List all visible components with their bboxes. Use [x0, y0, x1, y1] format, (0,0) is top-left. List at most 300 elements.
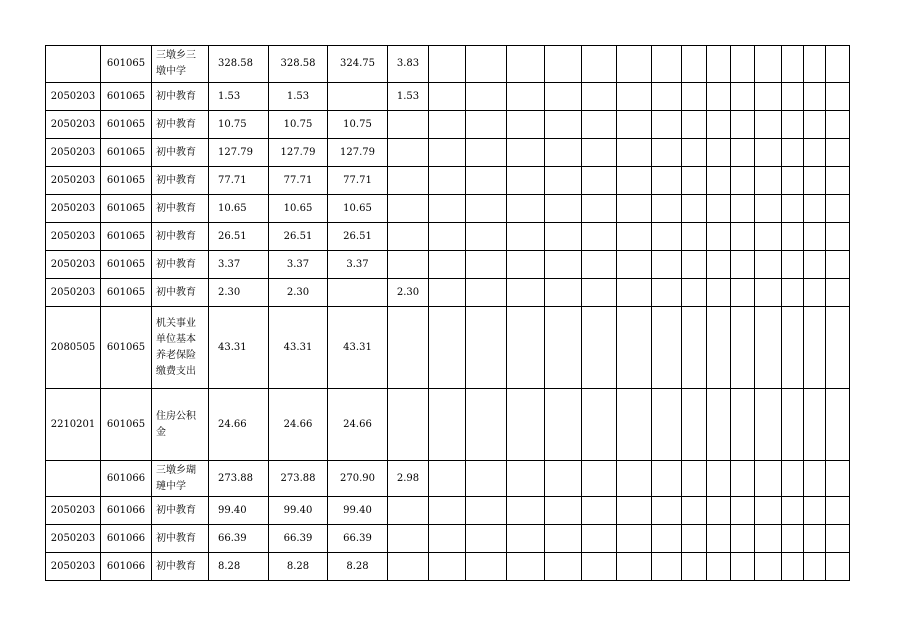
empty-cell	[652, 195, 682, 223]
empty-cell	[755, 111, 782, 139]
empty-cell	[466, 167, 507, 195]
empty-cell	[826, 389, 850, 461]
empty-cell	[507, 461, 545, 497]
empty-cell	[545, 497, 582, 525]
empty-cell	[804, 111, 826, 139]
empty-cell	[507, 46, 545, 83]
empty-cell	[617, 389, 652, 461]
empty-cell	[507, 139, 545, 167]
total-cell: 99.40	[209, 497, 269, 525]
subject-code-cell: 2050203	[46, 553, 101, 581]
empty-cell	[652, 139, 682, 167]
empty-cell	[545, 525, 582, 553]
empty-cell	[507, 195, 545, 223]
empty-cell	[582, 139, 617, 167]
empty-cell	[466, 279, 507, 307]
basic-cell: 127.79	[328, 139, 388, 167]
empty-cell	[617, 553, 652, 581]
unit-code-cell: 601066	[101, 497, 152, 525]
empty-cell	[617, 307, 652, 389]
empty-cell	[782, 251, 804, 279]
empty-cell	[682, 279, 707, 307]
empty-cell	[707, 167, 731, 195]
empty-cell	[826, 461, 850, 497]
empty-cell	[617, 497, 652, 525]
empty-cell	[804, 83, 826, 111]
empty-cell	[545, 46, 582, 83]
empty-cell	[652, 461, 682, 497]
empty-cell	[617, 251, 652, 279]
empty-cell	[545, 139, 582, 167]
empty-cell	[707, 307, 731, 389]
item-name-cell: 三墩乡瑚璉中学	[152, 461, 209, 497]
table-row	[46, 251, 850, 279]
project-cell	[388, 497, 429, 525]
basic-cell: 24.66	[328, 389, 388, 461]
empty-cell	[682, 307, 707, 389]
item-name-cell: 初中教育	[152, 139, 209, 167]
empty-cell	[617, 83, 652, 111]
item-name-cell: 初中教育	[152, 83, 209, 111]
item-name-cell: 机关事业单位基本养老保险缴费支出	[152, 307, 209, 389]
empty-cell	[707, 111, 731, 139]
empty-cell	[507, 251, 545, 279]
unit-code-cell: 601065	[101, 139, 152, 167]
subject-code-cell: 2050203	[46, 223, 101, 251]
basic-cell	[328, 279, 388, 307]
empty-cell	[682, 139, 707, 167]
subject-code-cell: 2050203	[46, 83, 101, 111]
empty-cell	[507, 553, 545, 581]
empty-cell	[652, 389, 682, 461]
empty-cell	[804, 195, 826, 223]
table-row	[46, 461, 850, 497]
subtotal-cell: 43.31	[269, 307, 328, 389]
empty-cell	[652, 111, 682, 139]
empty-cell	[429, 223, 466, 251]
empty-cell	[429, 279, 466, 307]
empty-cell	[429, 461, 466, 497]
empty-cell	[826, 307, 850, 389]
subtotal-cell: 127.79	[269, 139, 328, 167]
empty-cell	[707, 83, 731, 111]
unit-code-cell: 601065	[101, 167, 152, 195]
empty-cell	[429, 497, 466, 525]
empty-cell	[826, 83, 850, 111]
empty-cell	[804, 223, 826, 251]
empty-cell	[731, 497, 755, 525]
empty-cell	[652, 223, 682, 251]
basic-cell: 77.71	[328, 167, 388, 195]
project-cell	[388, 525, 429, 553]
empty-cell	[507, 525, 545, 553]
empty-cell	[466, 251, 507, 279]
empty-cell	[731, 279, 755, 307]
subject-code-cell: 2210201	[46, 389, 101, 461]
item-name-cell: 初中教育	[152, 195, 209, 223]
empty-cell	[804, 461, 826, 497]
empty-cell	[707, 553, 731, 581]
unit-code-cell: 601066	[101, 461, 152, 497]
total-cell: 273.88	[209, 461, 269, 497]
empty-cell	[826, 195, 850, 223]
unit-code-cell: 601065	[101, 83, 152, 111]
total-cell: 10.65	[209, 195, 269, 223]
subtotal-cell: 99.40	[269, 497, 328, 525]
unit-code-cell: 601066	[101, 553, 152, 581]
project-cell	[388, 307, 429, 389]
empty-cell	[545, 195, 582, 223]
subtotal-cell: 10.75	[269, 111, 328, 139]
empty-cell	[545, 307, 582, 389]
empty-cell	[582, 461, 617, 497]
empty-cell	[707, 525, 731, 553]
unit-code-cell: 601065	[101, 279, 152, 307]
empty-cell	[782, 307, 804, 389]
empty-cell	[826, 223, 850, 251]
item-name-cell: 初中教育	[152, 279, 209, 307]
empty-cell	[507, 389, 545, 461]
empty-cell	[466, 461, 507, 497]
subject-code-cell	[46, 46, 101, 83]
total-cell: 77.71	[209, 167, 269, 195]
empty-cell	[582, 195, 617, 223]
subtotal-cell: 3.37	[269, 251, 328, 279]
empty-cell	[826, 251, 850, 279]
empty-cell	[731, 251, 755, 279]
empty-cell	[617, 195, 652, 223]
item-name-cell: 初中教育	[152, 497, 209, 525]
empty-cell	[507, 111, 545, 139]
empty-cell	[545, 83, 582, 111]
empty-cell	[507, 279, 545, 307]
basic-cell: 10.75	[328, 111, 388, 139]
empty-cell	[466, 553, 507, 581]
empty-cell	[582, 525, 617, 553]
empty-cell	[652, 83, 682, 111]
empty-cell	[731, 83, 755, 111]
empty-cell	[682, 46, 707, 83]
empty-cell	[617, 46, 652, 83]
empty-cell	[682, 167, 707, 195]
total-cell: 43.31	[209, 307, 269, 389]
item-name-cell: 初中教育	[152, 251, 209, 279]
empty-cell	[466, 497, 507, 525]
unit-code-cell: 601065	[101, 223, 152, 251]
empty-cell	[652, 497, 682, 525]
budget-table	[45, 45, 850, 581]
empty-cell	[466, 111, 507, 139]
project-cell: 2.98	[388, 461, 429, 497]
empty-cell	[755, 83, 782, 111]
empty-cell	[782, 389, 804, 461]
empty-cell	[466, 139, 507, 167]
empty-cell	[429, 525, 466, 553]
total-cell: 328.58	[209, 46, 269, 83]
basic-cell: 43.31	[328, 307, 388, 389]
project-cell	[388, 139, 429, 167]
empty-cell	[682, 83, 707, 111]
empty-cell	[731, 111, 755, 139]
empty-cell	[466, 195, 507, 223]
empty-cell	[652, 279, 682, 307]
empty-cell	[682, 111, 707, 139]
total-cell: 2.30	[209, 279, 269, 307]
empty-cell	[507, 223, 545, 251]
empty-cell	[826, 279, 850, 307]
subject-code-cell: 2050203	[46, 525, 101, 553]
empty-cell	[782, 167, 804, 195]
empty-cell	[617, 461, 652, 497]
empty-cell	[804, 497, 826, 525]
basic-cell: 99.40	[328, 497, 388, 525]
empty-cell	[707, 279, 731, 307]
item-name-cell: 初中教育	[152, 111, 209, 139]
empty-cell	[731, 46, 755, 83]
empty-cell	[755, 279, 782, 307]
subtotal-cell: 10.65	[269, 195, 328, 223]
empty-cell	[617, 167, 652, 195]
empty-cell	[545, 223, 582, 251]
empty-cell	[617, 111, 652, 139]
item-name-cell: 初中教育	[152, 223, 209, 251]
table-row	[46, 83, 850, 111]
empty-cell	[782, 195, 804, 223]
subject-code-cell: 2050203	[46, 111, 101, 139]
total-cell: 127.79	[209, 139, 269, 167]
project-cell: 2.30	[388, 279, 429, 307]
basic-cell: 8.28	[328, 553, 388, 581]
empty-cell	[545, 279, 582, 307]
empty-cell	[582, 497, 617, 525]
empty-cell	[545, 111, 582, 139]
empty-cell	[804, 307, 826, 389]
empty-cell	[652, 167, 682, 195]
empty-cell	[826, 553, 850, 581]
subject-code-cell	[46, 461, 101, 497]
empty-cell	[429, 167, 466, 195]
subject-code-cell: 2050203	[46, 167, 101, 195]
empty-cell	[429, 111, 466, 139]
subtotal-cell: 77.71	[269, 167, 328, 195]
empty-cell	[582, 83, 617, 111]
empty-cell	[707, 223, 731, 251]
empty-cell	[707, 389, 731, 461]
empty-cell	[545, 167, 582, 195]
unit-code-cell: 601065	[101, 389, 152, 461]
project-cell	[388, 111, 429, 139]
empty-cell	[429, 251, 466, 279]
subject-code-cell: 2050203	[46, 195, 101, 223]
table-row	[46, 195, 850, 223]
basic-cell: 270.90	[328, 461, 388, 497]
empty-cell	[507, 167, 545, 195]
empty-cell	[466, 389, 507, 461]
basic-cell: 66.39	[328, 525, 388, 553]
total-cell: 8.28	[209, 553, 269, 581]
empty-cell	[545, 389, 582, 461]
empty-cell	[826, 497, 850, 525]
empty-cell	[682, 389, 707, 461]
empty-cell	[782, 46, 804, 83]
project-cell: 3.83	[388, 46, 429, 83]
empty-cell	[731, 389, 755, 461]
empty-cell	[466, 525, 507, 553]
empty-cell	[804, 251, 826, 279]
empty-cell	[682, 553, 707, 581]
subtotal-cell: 8.28	[269, 553, 328, 581]
project-cell: 1.53	[388, 83, 429, 111]
unit-code-cell: 601065	[101, 307, 152, 389]
unit-code-cell: 601066	[101, 525, 152, 553]
empty-cell	[731, 525, 755, 553]
total-cell: 26.51	[209, 223, 269, 251]
unit-code-cell: 601065	[101, 46, 152, 83]
empty-cell	[782, 139, 804, 167]
empty-cell	[731, 307, 755, 389]
empty-cell	[731, 195, 755, 223]
empty-cell	[755, 223, 782, 251]
subtotal-cell: 2.30	[269, 279, 328, 307]
empty-cell	[731, 167, 755, 195]
empty-cell	[507, 83, 545, 111]
empty-cell	[682, 223, 707, 251]
empty-cell	[545, 553, 582, 581]
empty-cell	[707, 195, 731, 223]
empty-cell	[507, 497, 545, 525]
empty-cell	[755, 139, 782, 167]
empty-cell	[545, 461, 582, 497]
empty-cell	[755, 525, 782, 553]
empty-cell	[755, 497, 782, 525]
empty-cell	[466, 307, 507, 389]
item-name-cell: 三墩乡三墩中学	[152, 46, 209, 83]
empty-cell	[826, 525, 850, 553]
empty-cell	[582, 553, 617, 581]
empty-cell	[466, 83, 507, 111]
empty-cell	[429, 46, 466, 83]
project-cell	[388, 251, 429, 279]
empty-cell	[782, 461, 804, 497]
empty-cell	[582, 167, 617, 195]
empty-cell	[804, 46, 826, 83]
subtotal-cell: 273.88	[269, 461, 328, 497]
empty-cell	[582, 251, 617, 279]
subject-code-cell: 2080505	[46, 307, 101, 389]
empty-cell	[755, 167, 782, 195]
basic-cell: 3.37	[328, 251, 388, 279]
empty-cell	[429, 195, 466, 223]
empty-cell	[429, 83, 466, 111]
item-name-cell: 初中教育	[152, 167, 209, 195]
table-body	[46, 46, 850, 581]
empty-cell	[826, 139, 850, 167]
empty-cell	[582, 307, 617, 389]
empty-cell	[826, 111, 850, 139]
empty-cell	[617, 525, 652, 553]
project-cell	[388, 167, 429, 195]
project-cell	[388, 195, 429, 223]
empty-cell	[652, 525, 682, 553]
empty-cell	[782, 223, 804, 251]
empty-cell	[707, 46, 731, 83]
empty-cell	[617, 139, 652, 167]
empty-cell	[804, 279, 826, 307]
total-cell: 1.53	[209, 83, 269, 111]
empty-cell	[782, 111, 804, 139]
empty-cell	[429, 553, 466, 581]
empty-cell	[782, 83, 804, 111]
total-cell: 24.66	[209, 389, 269, 461]
table-row	[46, 497, 850, 525]
subtotal-cell: 328.58	[269, 46, 328, 83]
empty-cell	[429, 139, 466, 167]
empty-cell	[731, 139, 755, 167]
empty-cell	[804, 525, 826, 553]
table-row	[46, 46, 850, 83]
empty-cell	[782, 553, 804, 581]
empty-cell	[652, 307, 682, 389]
empty-cell	[755, 195, 782, 223]
subject-code-cell: 2050203	[46, 279, 101, 307]
empty-cell	[545, 251, 582, 279]
empty-cell	[826, 167, 850, 195]
unit-code-cell: 601065	[101, 195, 152, 223]
table-row	[46, 279, 850, 307]
empty-cell	[804, 553, 826, 581]
basic-cell: 26.51	[328, 223, 388, 251]
subtotal-cell: 26.51	[269, 223, 328, 251]
empty-cell	[755, 389, 782, 461]
empty-cell	[682, 497, 707, 525]
project-cell	[388, 553, 429, 581]
table-row	[46, 553, 850, 581]
empty-cell	[582, 223, 617, 251]
item-name-cell: 初中教育	[152, 525, 209, 553]
basic-cell: 10.65	[328, 195, 388, 223]
empty-cell	[682, 251, 707, 279]
empty-cell	[652, 553, 682, 581]
basic-cell: 324.75	[328, 46, 388, 83]
total-cell: 66.39	[209, 525, 269, 553]
empty-cell	[617, 223, 652, 251]
empty-cell	[826, 46, 850, 83]
empty-cell	[755, 251, 782, 279]
empty-cell	[652, 46, 682, 83]
item-name-cell: 住房公积金	[152, 389, 209, 461]
empty-cell	[682, 195, 707, 223]
subtotal-cell: 66.39	[269, 525, 328, 553]
project-cell	[388, 389, 429, 461]
empty-cell	[731, 223, 755, 251]
empty-cell	[582, 46, 617, 83]
empty-cell	[466, 223, 507, 251]
empty-cell	[466, 46, 507, 83]
table-row	[46, 223, 850, 251]
empty-cell	[652, 251, 682, 279]
empty-cell	[782, 525, 804, 553]
empty-cell	[731, 461, 755, 497]
table-row	[46, 307, 850, 389]
empty-cell	[707, 139, 731, 167]
empty-cell	[682, 461, 707, 497]
unit-code-cell: 601065	[101, 251, 152, 279]
subject-code-cell: 2050203	[46, 251, 101, 279]
total-cell: 10.75	[209, 111, 269, 139]
subtotal-cell: 1.53	[269, 83, 328, 111]
empty-cell	[782, 497, 804, 525]
empty-cell	[682, 525, 707, 553]
